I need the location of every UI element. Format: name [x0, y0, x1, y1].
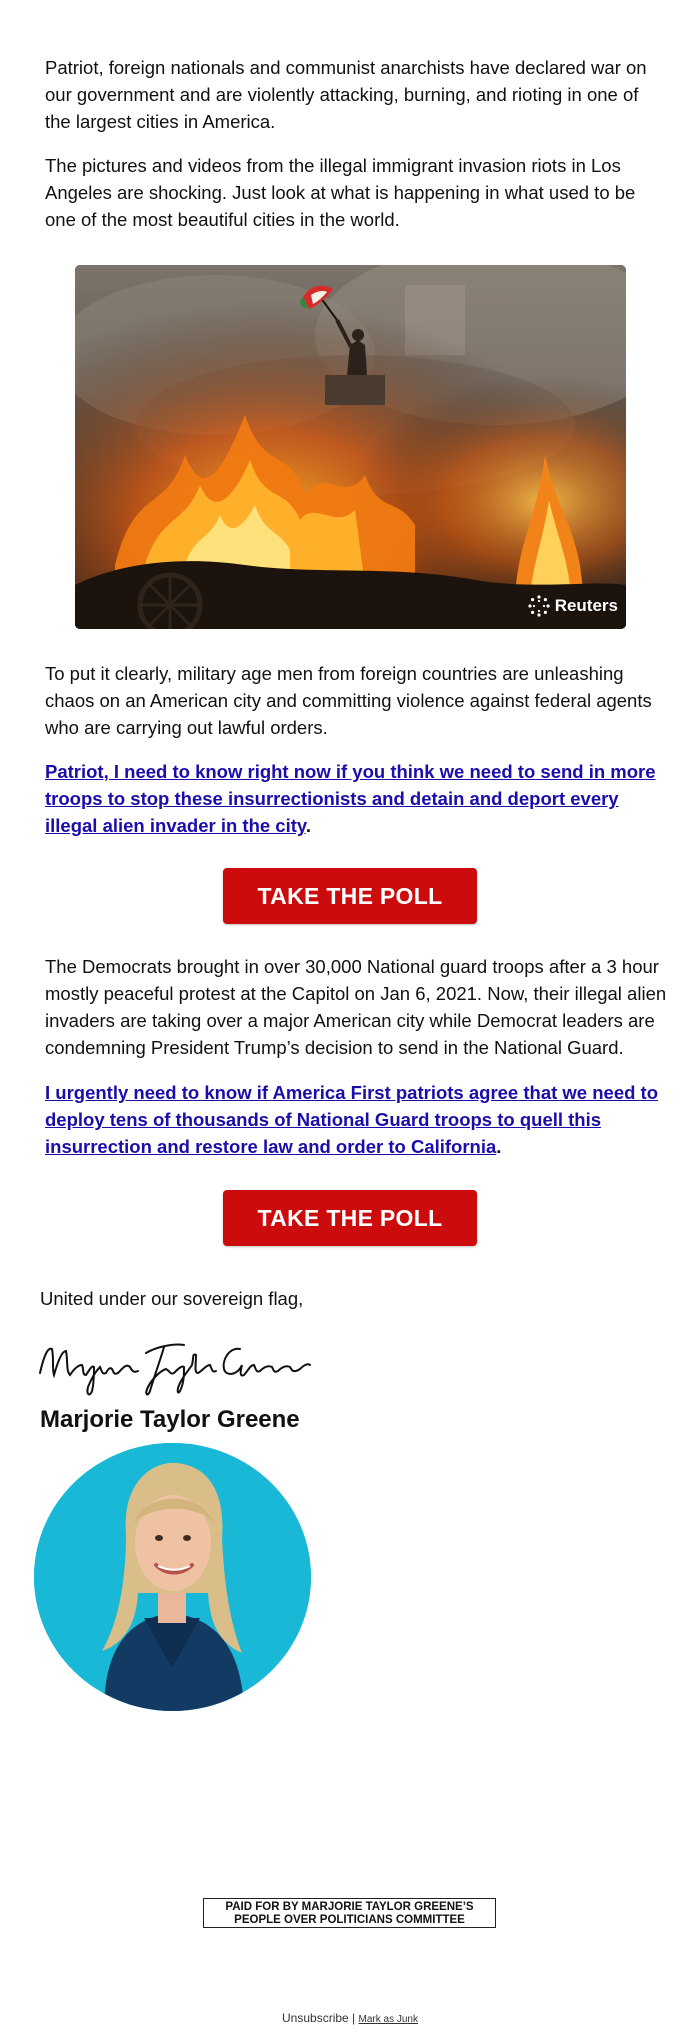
- poll-link-troops[interactable]: Patriot, I need to know right now if you think we need to send in more troops to stop these insurrectionists and detain and deport every illegal alien invader in the city: [45, 761, 656, 836]
- paragraph-democrats: The Democrats brought in over 30,000 National guard troops after a 3 hour mostly peaceful protest at the Capitol on Jan 6, 2021. Now, their illegal alien invaders are taking over a major American city while Democrat leaders are condemning President Trump’s decision to send in the National Guard.: [45, 956, 667, 1058]
- signer-name: Marjorie Taylor Greene: [40, 1406, 300, 1433]
- poll-link-paragraph-2: [45, 1079, 667, 1160]
- disclaimer-line-1: PAID FOR BY MARJORIE TAYLOR GREENE’S: [225, 1901, 474, 1913]
- poll-link-period: .: [496, 1136, 502, 1157]
- paragraph-pictures: The pictures and videos from the illegal immigrant invasion riots in Los Angeles are shocking. Just look at what is happening in what used to be one of the most beautiful cities in the world.: [45, 155, 636, 230]
- paid-for-disclaimer: [203, 1898, 496, 1928]
- riot-photo-illustration: [75, 265, 626, 629]
- portrait-illustration: [34, 1443, 311, 1711]
- email-footer: [0, 2011, 700, 2025]
- paragraph-military-age: To put it clearly, military age men from foreign countries are unleashing chaos on an American city and committing violence against federal agents who are carrying out lawful orders.: [45, 663, 652, 738]
- poll-link-period: .: [305, 815, 311, 836]
- portrait-photo: [34, 1443, 311, 1711]
- mark-as-junk-link[interactable]: Mark as Junk: [358, 2014, 418, 2025]
- disclaimer-line-2: PEOPLE OVER POLITICIANS COMMITTEE: [234, 1914, 465, 1926]
- handwritten-signature: [34, 1325, 314, 1400]
- riot-photo[interactable]: [75, 265, 626, 629]
- image-credit: [528, 595, 618, 617]
- poll-link-paragraph-1: [45, 758, 667, 839]
- take-the-poll-button-1[interactable]: TAKE THE POLL: [223, 868, 477, 924]
- take-the-poll-button-2[interactable]: TAKE THE POLL: [223, 1190, 477, 1246]
- closing-line: United under our sovereign flag,: [40, 1288, 304, 1309]
- footer-separator: |: [348, 2011, 359, 2025]
- unsubscribe-link[interactable]: Unsubscribe: [282, 2011, 349, 2025]
- image-credit-text: Reuters: [554, 596, 618, 615]
- reuters-logo-icon: [528, 595, 550, 617]
- poll-link-national-guard[interactable]: I urgently need to know if America First patriots agree that we need to deploy tens of thousands of National Guard troops to quell this insurrection and restore law and order to California: [45, 1082, 659, 1157]
- paragraph-intro: Patriot, foreign nationals and communist anarchists have declared war on our government and are violently attacking, burning, and rioting in one of the largest cities in America.: [45, 57, 647, 132]
